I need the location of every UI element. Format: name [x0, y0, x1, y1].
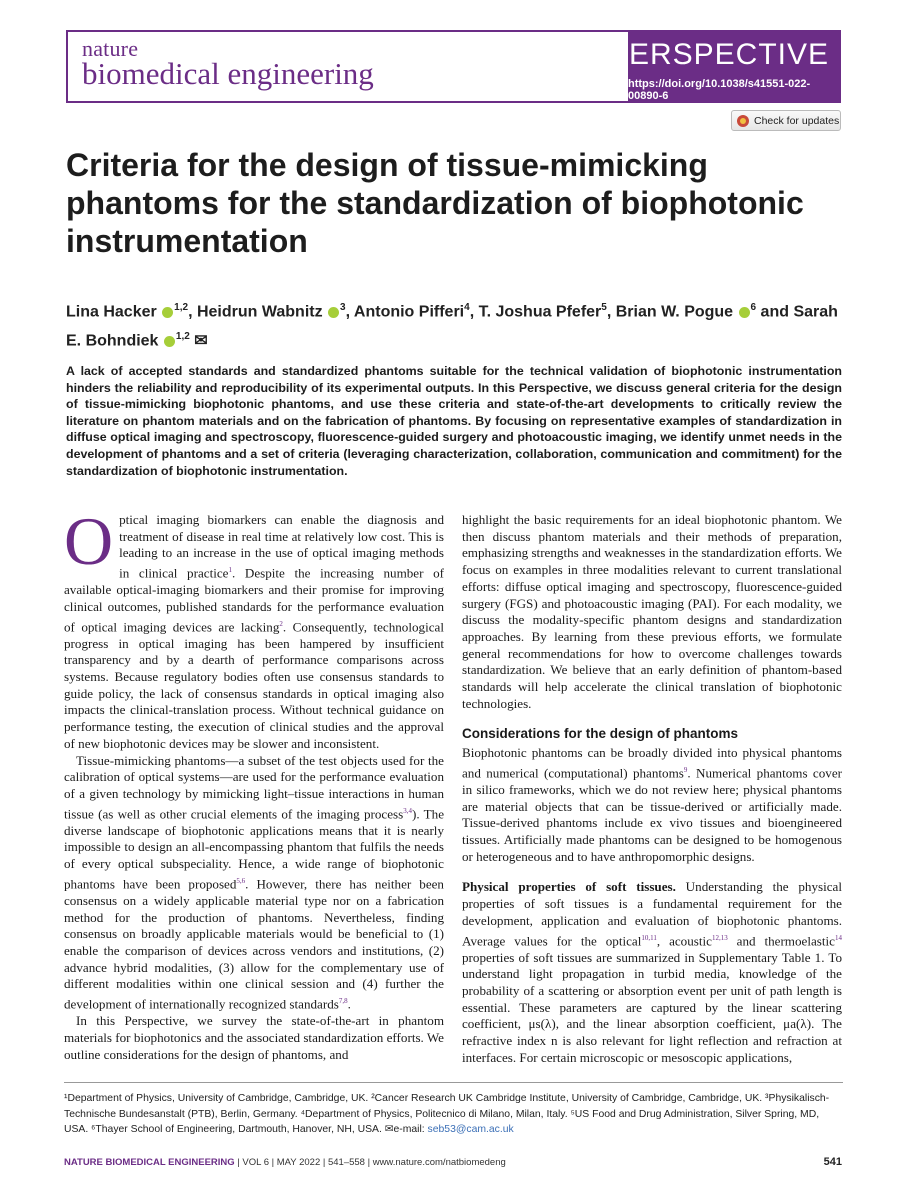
journal-logo — [82, 38, 374, 89]
text-run: , acoustic — [656, 932, 712, 948]
text-run: ptical imaging biomarkers can enable the diagnosis and treatment of disease in real time at relatively low cost. This is leading to an increase in the use of optical imaging methods in clinical practice — [119, 512, 444, 581]
text-run: Understanding the physical properties of soft tissues is a fundamental requirement for the development, application and evaluation of biophotonic phantoms. Average values for the optical — [462, 879, 843, 948]
text-run: Biophotonic phantoms can be broadly divided into physical phantoms and numerical (computational) phantoms — [462, 745, 842, 781]
footer-info: | VOL 6 | MAY 2022 | 541–558 | www.nature.com/natbiomedeng — [234, 1157, 506, 1168]
orcid-icon[interactable] — [739, 307, 750, 318]
email-link[interactable]: seb53@cam.ac.uk — [427, 1124, 514, 1136]
citation-link[interactable]: 2 — [279, 619, 283, 628]
citation-link[interactable]: 3,4 — [403, 806, 412, 815]
author-affiliation: 1,2 — [175, 331, 190, 343]
author-name[interactable]: Lina Hacker — [66, 303, 157, 321]
text-run: . Despite the increasing number of available optical-imaging biomarkers and their promise for improving clinical outcomes, published standards for the performance evaluation of optical imaging devices are lacking — [64, 565, 444, 634]
article-type-band — [607, 32, 839, 103]
text-run: . However, there has neither been consensus on a widely applicable material type nor on a fabrication method for the production of phantoms. Nevertheless, finding consensus on broadly applicable materials would be beneficial to (1) enable the comparison of devices across vendors and institutions, (2) advance hybrid modalities, (3) allow for the complementary use of different modalities within one clinical session and (4) further the development of internationally recognized standards — [64, 876, 444, 1012]
author-name[interactable]: Heidrun Wabnitz — [196, 303, 323, 321]
text-run: ). The diverse landscape of biophotonic applications means that it is nearly impossible to design an all-encompassing phantom that fulfils the needs of every optical subspeciality. Hence, a wide range of biophotonic phantoms have been proposed — [64, 806, 445, 892]
text-run: . — [347, 996, 351, 1012]
check-for-updates-button[interactable] — [731, 110, 841, 131]
citation-link[interactable]: 10,11 — [641, 933, 657, 942]
author-list: Lina Hacker $^{1,2}$, Heidrun Wabnitz $^3$, Antonio Pifferi$^4$, T. Joshua Pfefer$^5$, Brian W. Pogue $^6$ and Sarah E. Bohndiek $^{1,2}$ ✉ — [66, 302, 838, 350]
citation-link[interactable]: 7,8 — [338, 997, 348, 1006]
doi-link[interactable]: https://doi.org/10.1038/s41551-022-00890-6 — [628, 78, 811, 102]
paragraph — [64, 753, 444, 1014]
author-name[interactable]: Sarah E. Bohndiek — [66, 303, 838, 350]
mail-icon[interactable]: ✉ — [189, 332, 208, 350]
paragraph — [462, 745, 842, 865]
author-affiliation: 4 — [464, 302, 470, 313]
text-run: . Numerical phantoms cover in silico frameworks, which we do not review here; physical phantoms are material objects that can be tissue-derived or artificially made. Tissue-derived phantoms include ex vivo tissues and bioengineered tissues. Artificially made phantoms can be designed to be homogenous or heterogeneous and to have anthropomorphic designs. — [462, 765, 842, 864]
orcid-icon[interactable] — [162, 307, 173, 318]
orcid-icon[interactable] — [328, 307, 339, 318]
paragraph — [462, 879, 842, 1066]
author-affiliation: 1,2 — [174, 302, 189, 313]
footer-journal: NATURE BIOMEDICAL ENGINEERING — [64, 1157, 235, 1168]
abstract: A lack of accepted standards and standardized phantoms suitable for the technical validation of biophotonic instrumentation hinders the reliability and reproducibility of its experimental outputs. In this Perspective, we discuss general criteria for the design of tissue-mimicking biophotonic phantoms, and use these criteria and state-of-the-art developments to critically review the literature on phantom materials and on the fabrication of phantoms. By focusing on representative examples of standardization in diffuse optical imaging and spectroscopy, fluorescence-guided surgery and photoacoustic imaging, we identify unmet needs in the development of phantoms and a set of criteria (leveraging characterization, collaboration, communication and commitment) for the standardization of biophotonic instrumentation. — [66, 364, 842, 478]
text-run: properties of soft tissues are summarized in Supplementary Table 1. To understand light propagation in turbid media, knowledge of the probability of a scattering or absorption event per unit of path length is essential. These parameters are captured by the linear scattering coefficient, μs(λ), and the linear absorption coefficient, μa(λ). The refractive index n is also relevant for light reflection and refraction at interfaces. For certain microscopic or mesoscopic applications, — [462, 949, 842, 1065]
paragraph: In this Perspective, we survey the state-of-the-art in phantom materials for biophotonics and the associated standardization efforts. We outline considerations for the design of phantoms, and — [64, 1013, 444, 1062]
crossmark-icon — [737, 115, 749, 127]
citation-link[interactable]: 5,6 — [236, 876, 246, 885]
citation-link[interactable]: 14 — [835, 933, 842, 942]
affiliations — [64, 1091, 844, 1138]
body-column-right — [462, 512, 842, 1067]
affiliation-text: ¹Department of Physics, University of Cambridge, Cambridge, UK. ²Cancer Research UK Cambridge Institute, University of Cambridge, Cambridge, UK. ³Physikalisch-Technische Bundesanstalt (PTB), Berlin, Germany. ⁴Department of Physics, Politecnico di Milano, Milan, Italy. ⁵US Food and Drug Administration, Silver Spring, MD, USA. ⁶Thayer School of Engineering, Dartmouth, Hanover, NH, USA. ✉e-mail: — [64, 1093, 830, 1136]
paragraph: highlight the basic requirements for an ideal biophotonic phantom. We then discuss phantom materials and their methods of preparation, emphasizing strengths and weaknesses in the standardization efforts. We focus on examples in three modalities relevant to current translational efforts: diffuse optical imaging and spectroscopy, fluorescence-guided surgery (FGS) and photoacoustic imaging (PAI). For each modality, we discuss the modality-specific phantom designs and standardization approaches. By learning from these previous efforts, we formulate general recommendations for how to overcome challenges towards standardization. We believe that an early definition of phantom-based standards will help accelerate the clinical translation of biophotonic technologies. — [462, 512, 842, 711]
journal-name-line1: nature — [82, 36, 139, 61]
footnote-divider — [64, 1082, 843, 1083]
body-column-left — [64, 503, 445, 1063]
text-run: . Consequently, technological progress in optical imaging has been hampered by insufficient transparency and by a dearth of performance comparisons across systems. Because regulatory bodies often use consensus standards to guide policy, the lack of consensus standards in optical imaging also impacts the clinical-translation process. Without technical guidance on performance testing, the execution of clinical studies and the approval of new biophotonic devices may be slower and inconsistent. — [64, 618, 444, 751]
author-name[interactable]: Brian W. Pogue — [615, 303, 734, 321]
subsection-lead: Physical properties of soft tissues. — [462, 879, 676, 895]
article-type-label: PERSPECTIVE — [607, 38, 829, 71]
drop-cap: O — [64, 503, 114, 579]
text-run: Tissue-mimicking phantoms—a subset of the test objects used for the calibration of optical systems—are used for the performance evaluation of a given technology by mimicking light–tissue interactions in human tissue (as well as other crucial elements of the imaging process — [64, 752, 444, 822]
orcid-icon[interactable] — [164, 336, 175, 347]
citation-link[interactable]: 12,13 — [711, 933, 728, 942]
text-run: and thermoelastic — [727, 932, 835, 948]
paragraph — [64, 503, 444, 753]
citation-link[interactable]: 1 — [228, 566, 232, 575]
author-name[interactable]: Antonio Pifferi — [353, 303, 465, 321]
journal-name-line2: biomedical engineering — [82, 56, 374, 91]
page-footer — [64, 1157, 506, 1168]
author-affiliation: 3 — [340, 302, 346, 313]
page-number: 541 — [823, 1156, 842, 1168]
citation-link[interactable]: 9 — [683, 765, 688, 774]
author-name[interactable]: T. Joshua Pfefer — [478, 303, 602, 321]
check-updates-label: Check for updates — [754, 114, 840, 127]
journal-header — [66, 30, 841, 103]
article-title: Criteria for the design of tissue-mimicking phantoms for the standardization of biophotonic instrumentation — [66, 147, 804, 259]
author-affiliation: 5 — [601, 302, 607, 313]
author-affiliation: 6 — [750, 302, 757, 313]
section-heading: Considerations for the design of phantoms — [462, 726, 739, 742]
